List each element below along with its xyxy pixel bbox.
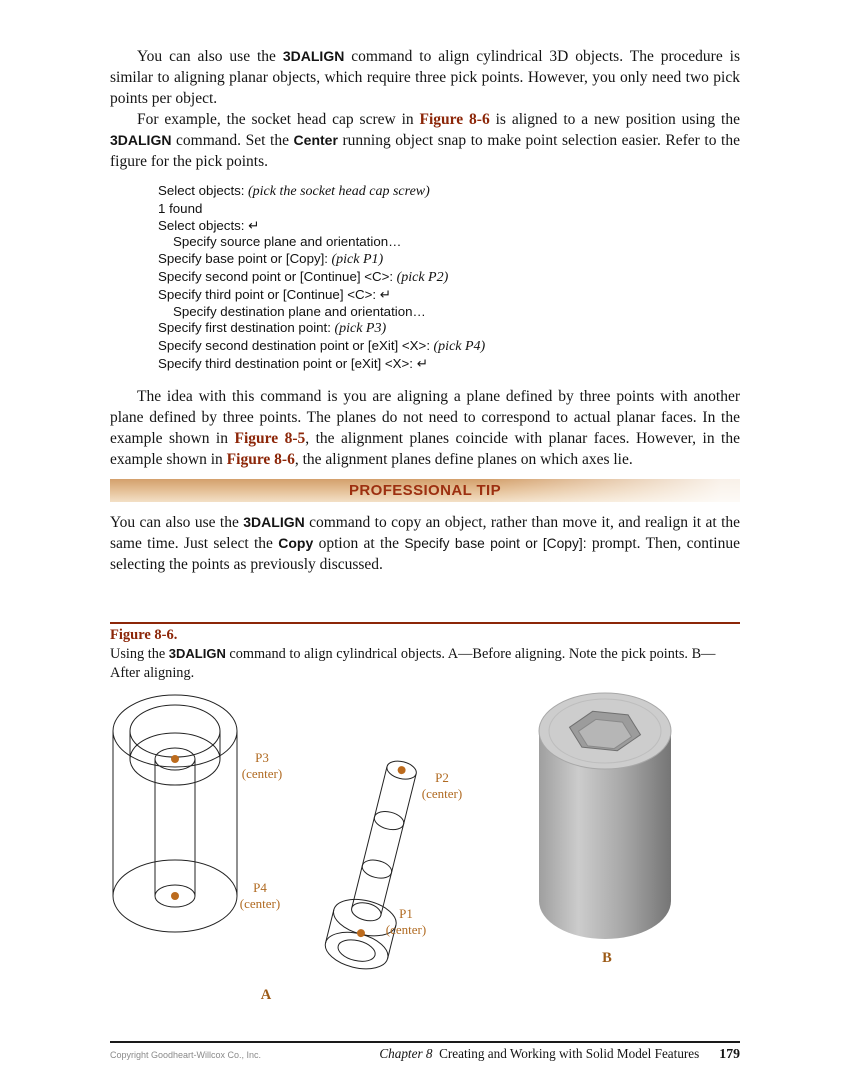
text-run: You can also use the: [137, 48, 283, 65]
command-line: [158, 201, 740, 218]
command-line: [158, 287, 740, 304]
pick-point-p2-dot: [397, 766, 407, 776]
command-prompt-text: Specify second destination point or [eXit] <X>:: [158, 338, 431, 354]
pick-instruction: (pick P2): [393, 269, 449, 285]
copyright-notice: Copyright Goodheart-Willcox Co., Inc.: [110, 1050, 262, 1060]
figure-8-6-image: [110, 689, 740, 1039]
figure-8-6: [110, 622, 740, 1040]
figure-reference: Figure 8-6: [419, 111, 490, 128]
command-name-3dalign: 3DALIGN: [282, 48, 345, 64]
command-line: [158, 269, 740, 287]
command-prompt-text: Select objects: ↵: [158, 217, 260, 233]
callout-p1: P1: [399, 906, 413, 922]
professional-tip-title: PROFESSIONAL TIP: [349, 481, 501, 499]
command-prompt-text: Specify first destination point:: [158, 320, 331, 336]
text-run: For example, the socket head cap screw in: [137, 111, 420, 128]
wireframe-hole: [113, 695, 237, 932]
command-name-3dalign: 3DALIGN: [168, 646, 226, 662]
text-run: command to copy an object, rather than move it, and realign it at the same time. Just select the: [110, 513, 740, 552]
command-line: [158, 218, 740, 235]
paragraph-2: [110, 109, 740, 172]
command-prompt-text: 1 found: [158, 200, 203, 216]
command-line: [158, 251, 740, 269]
command-line: [158, 320, 740, 338]
prompt-text: Specify base point or [Copy]:: [404, 535, 587, 551]
text-run: is aligned to a new position using the: [489, 111, 740, 128]
paragraph-1: [110, 46, 740, 109]
text-run: option at the: [313, 534, 405, 552]
text-run: command. Set the: [171, 132, 294, 149]
text-run: You can also use the: [110, 513, 244, 531]
figure-reference: Figure 8-5: [234, 429, 306, 447]
callout-p2: P2: [435, 770, 449, 786]
pick-instruction: (pick P1): [328, 252, 384, 268]
callout-p4: P4: [253, 880, 267, 896]
text-run: command to align cylindrical objects. A—Before aligning. Note the pick points. B—After aligning.: [110, 646, 716, 682]
command-name-3dalign: 3DALIGN: [110, 132, 172, 148]
callout-p1-sub: (center): [385, 922, 427, 938]
command-prompt-text: Select objects:: [158, 183, 245, 198]
running-footer: [379, 1046, 699, 1062]
pick-point-p4-dot: [171, 892, 179, 900]
command-line: [158, 183, 740, 201]
option-name-copy: Copy: [278, 534, 314, 551]
figure-8-6-svg: [110, 689, 740, 1034]
callout-p4-sub: (center): [239, 896, 281, 912]
professional-tip-header: [110, 479, 740, 502]
text-run: , the alignment planes coincide with planar faces. However, in the example shown in: [110, 429, 740, 468]
command-prompt-text: Specify source plane and orientation…: [173, 234, 402, 250]
command-prompt-text: Specify base point or [Copy]:: [158, 251, 328, 267]
figure-reference: Figure 8-6: [226, 450, 295, 468]
command-prompt-text: Specify third point or [Continue] <C>: ↵: [158, 286, 391, 302]
pick-instruction: (pick P3): [330, 321, 387, 337]
command-prompt-text: Specify third destination point or [eXit] <X>: ↵: [158, 355, 428, 371]
text-run: The idea with this command is you are aligning a plane defined by three points with another plane defined by three points. The planes do not need to correspond to actual planar faces. In the example shown in: [110, 387, 740, 447]
callout-p2-sub: (center): [421, 786, 463, 802]
callout-p3-sub: (center): [241, 766, 283, 782]
pick-point-p3-dot: [171, 755, 179, 763]
page-number: 179: [719, 1046, 740, 1061]
pick-instruction: (pick P4): [430, 339, 486, 355]
command-line: [158, 234, 740, 251]
command-prompt-text: Specify second point or [Continue] <C>:: [158, 268, 394, 284]
wireframe-screw: [321, 754, 434, 975]
pick-point-p1-dot: [356, 929, 366, 939]
paragraph-3: [110, 386, 740, 470]
command-name-3dalign: 3DALIGN: [243, 513, 305, 530]
page-content: [110, 46, 740, 1039]
figure-rule: [110, 622, 740, 625]
command-prompt-text: Specify destination plane and orientation…: [173, 303, 426, 319]
command-sequence: [158, 183, 740, 373]
page-footer: [110, 1046, 740, 1062]
professional-tip-text: [110, 512, 740, 575]
text-run: running object snap to make point selection easier. Refer to the figure for the pick points.: [110, 132, 740, 170]
view-label-a: A: [260, 987, 272, 1004]
option-name-center: Center: [293, 132, 338, 148]
figure-caption: [110, 644, 740, 683]
pick-instruction: (pick the socket head cap screw): [244, 184, 430, 199]
text-run: , the alignment planes define planes on which axes lie.: [294, 450, 633, 468]
text-run: prompt. Then, continue selecting the points as previously discussed.: [110, 534, 740, 573]
command-line: [158, 356, 740, 373]
command-line: [158, 338, 740, 356]
footer-rule: [110, 1041, 740, 1043]
text-run: command to align cylindrical 3D objects. The procedure is similar to aligning planar objects, which require three pick points. However, you only need two pick points per object.: [110, 48, 740, 107]
figure-label: Figure 8-6.: [110, 627, 178, 644]
solid-screw: [539, 693, 671, 939]
view-label-b: B: [602, 950, 612, 967]
callout-p3: P3: [255, 750, 269, 766]
text-run: Using the: [110, 646, 169, 663]
chapter-title: Creating and Working with Solid Model Features: [439, 1046, 700, 1061]
chapter-number: Chapter 8: [379, 1046, 433, 1061]
command-line: [158, 304, 740, 321]
